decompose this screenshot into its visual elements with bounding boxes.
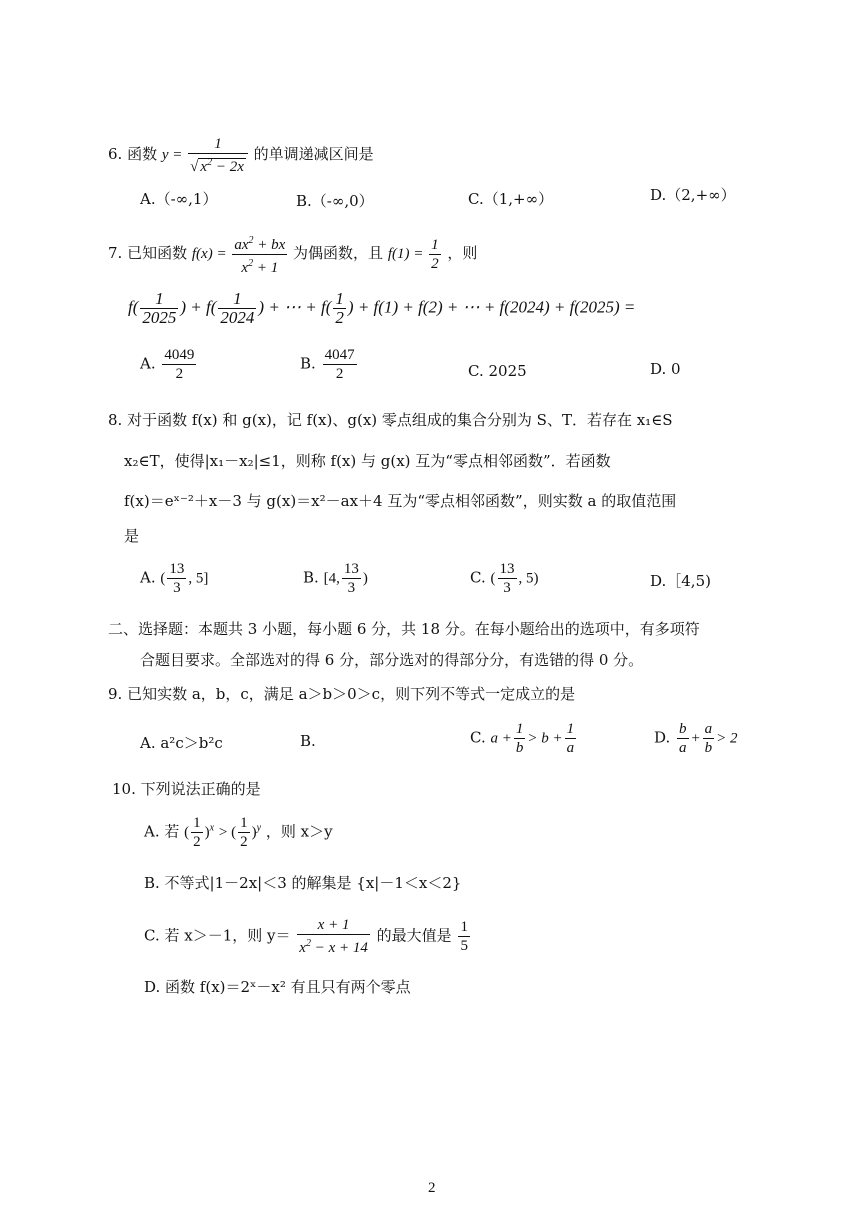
section2-title-line2: 合题目要求。全部选对的得 6 分，部分选对的得部分分，有选错的得 0 分。: [140, 651, 644, 669]
q9-option-a[interactable]: A. a²c＞b²c: [140, 734, 223, 752]
q10-option-a[interactable]: A. 若 ( $\frac{1}{2}$ )$^x$ > ( $\frac{1}{2}$ )$^y$ ，则 x＞y: [144, 815, 333, 850]
q6-number: 6.: [108, 144, 123, 163]
q8-option-c[interactable]: C. ( $\frac{13}{3}$ , 5): [470, 561, 539, 596]
q8-option-a[interactable]: A. ( $\frac{13}{3}$ , 5]: [140, 561, 209, 596]
q10-number: 10.: [112, 780, 136, 798]
q10-option-d[interactable]: D. 函数 f(x)＝2ˣ－x² 有且只有两个零点: [144, 978, 411, 996]
q6-stem-pre: 函数: [127, 144, 158, 163]
q6-option-c[interactable]: C.（1,+∞）: [468, 190, 554, 208]
q7-option-a[interactable]: A. $\frac{4049}{2}$: [140, 347, 195, 382]
q6-option-d[interactable]: D.（2,+∞）: [650, 186, 736, 204]
q9-stem: 9. 已知实数 a，b，c，满足 a＞b＞0＞c，则下列不等式一定成立的是: [108, 685, 576, 703]
q7-option-c[interactable]: C. 2025: [468, 362, 527, 380]
q10-stem: 10. 下列说法正确的是: [112, 780, 261, 798]
page-number: 2: [428, 1180, 436, 1196]
q9-number: 9.: [108, 685, 123, 703]
q8-stem-line3: f(x)＝eˣ⁻²＋x－3 与 g(x)＝x²－ax＋4 互为“零点相邻函数”，则实数 a 的取值范围: [124, 492, 677, 510]
q7-option-d[interactable]: D. 0: [650, 360, 681, 378]
q7-stem-pre: 已知函数: [127, 243, 188, 262]
q8-option-d[interactable]: D.［4,5): [650, 572, 711, 590]
q8-stem-line2: x₂∈T，使得|x₁－x₂|≤1，则称 f(x) 与 g(x) 互为“零点相邻函数”．若函数: [124, 452, 611, 470]
q7-sum-expression: f( $\frac{1}{2025}$ ) + f( $\frac{1}{2024}$ ) + ⋯ + f( $\frac{1}{2}$ ) + f(1) + f(2) + ⋯ + f(2024) + f(2025) =: [128, 289, 636, 327]
q6-option-b[interactable]: B.（-∞,0）: [296, 192, 374, 210]
q7-option-b[interactable]: B. $\frac{4047}{2}$: [300, 347, 355, 382]
q8-stem-line4: 是: [124, 527, 140, 545]
q8-number: 8.: [108, 411, 123, 429]
q9-option-c[interactable]: C. a + $\frac{1}{b}$ > b + $\frac{1}{a}$: [470, 721, 575, 756]
q10-option-b[interactable]: B. 不等式|1－2x|＜3 的解集是 {x|－1＜x＜2}: [144, 874, 462, 892]
q7-stem-post: ，则: [447, 243, 478, 262]
q8-stem-line1: 8. 对于函数 f(x) 和 g(x)，记 f(x)、g(x) 零点组成的集合分别为 S、T．若存在 x₁∈S: [108, 411, 673, 429]
section2-title: 二、选择题：本题共 3 小题，每小题 6 分，共 18 分。在每小题给出的选项中，有多项符: [108, 620, 700, 638]
q9-option-b[interactable]: B.: [300, 732, 316, 750]
q10-option-c[interactable]: C. 若 x＞－1，则 y＝ $\frac{x + 1}{x^2 - x + 14}$ 的最大值是 $\frac{1}{5}$: [144, 917, 468, 956]
q6-stem: [108, 135, 374, 176]
q7-number: 7.: [108, 243, 123, 262]
q7-stem: 7. 已知函数 f(x) = $\frac{ax^2 + bx}{x^2 + 1}$ 为偶函数，且 f(1) = $\frac{1}{2}$ ，则: [108, 232, 477, 277]
q8-option-b[interactable]: B. [4, $\frac{13}{3}$ ): [303, 561, 368, 596]
q6-option-a[interactable]: A.（-∞,1）: [140, 190, 218, 208]
q6-formula: y = $\frac{1}{√ x^2 - 2x}$: [162, 147, 254, 163]
q6-stem-post: 的单调递减区间是: [253, 144, 374, 163]
q7-stem-mid: 为偶函数，且: [293, 243, 384, 262]
q9-option-d[interactable]: D. $\frac{b}{a}$ + $\frac{a}{b}$ > 2: [654, 721, 738, 756]
